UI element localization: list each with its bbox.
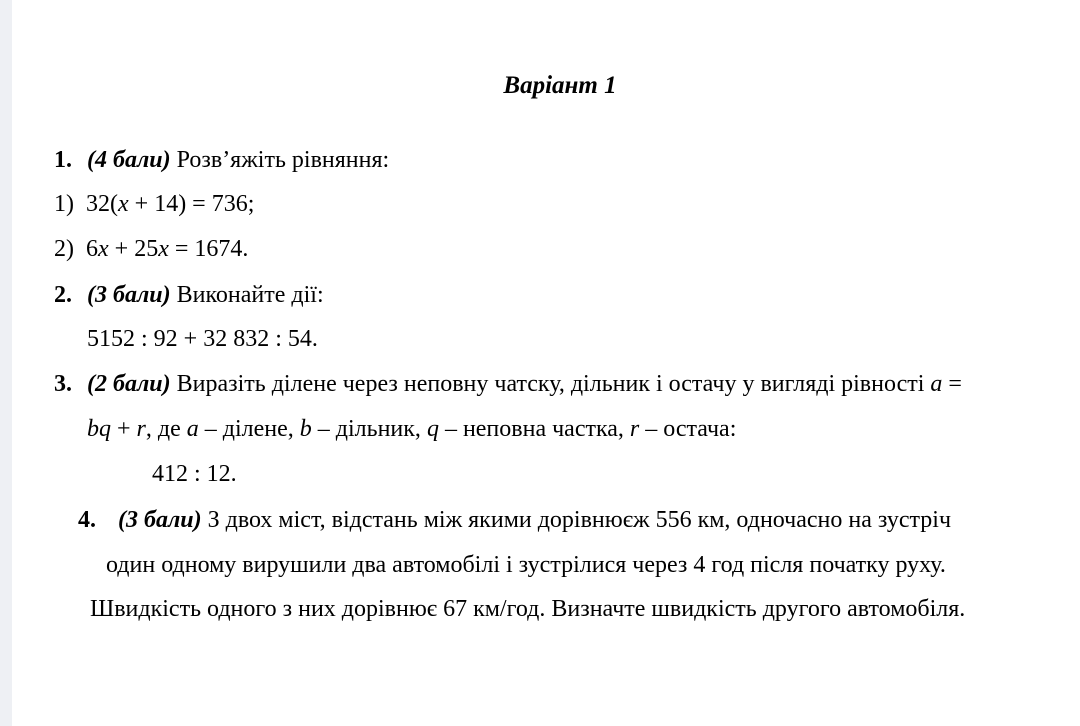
task-4-number: 4. bbox=[78, 507, 96, 533]
var-a: a bbox=[930, 371, 943, 397]
task-1-points: (4 бали) bbox=[87, 147, 171, 173]
var-a: a bbox=[186, 416, 199, 442]
task-3-header bbox=[54, 369, 962, 399]
formula-text: – неповна частка, bbox=[438, 416, 630, 442]
eq-2-part: = 1674. bbox=[168, 236, 249, 262]
var-b: b bbox=[299, 416, 312, 442]
eq-2-variable: x bbox=[158, 236, 169, 262]
eq-2-part: + 25 bbox=[108, 236, 159, 262]
task-4-line-1 bbox=[78, 505, 951, 535]
task-1-equation-2 bbox=[54, 234, 248, 264]
equals-sign: = bbox=[948, 371, 962, 397]
task-4-points: (3 бали) bbox=[118, 507, 202, 533]
task-1-text: Розв’яжіть рівняння: bbox=[176, 147, 390, 173]
task-1-number: 1. bbox=[54, 147, 72, 173]
var-q: q bbox=[426, 416, 439, 442]
formula-text: – остача: bbox=[639, 416, 737, 442]
var-bq: bq bbox=[87, 416, 111, 442]
eq-2-label: 2) bbox=[54, 236, 74, 262]
eq-1-label: 1) bbox=[54, 191, 74, 217]
formula-text: , де bbox=[145, 416, 187, 442]
task-2-points: (3 бали) bbox=[87, 282, 171, 308]
task-3-text: Виразіть ділене через неповну чатску, дільник і остачу у вигляді рівності bbox=[176, 371, 925, 397]
eq-1-variable: x bbox=[118, 191, 129, 217]
task-3-formula-line bbox=[87, 414, 736, 444]
task-3-number: 3. bbox=[54, 371, 72, 397]
task-2-number: 2. bbox=[54, 282, 72, 308]
var-r: r bbox=[136, 416, 146, 442]
var-r: r bbox=[629, 416, 640, 442]
variant-title: Варіант 1 bbox=[503, 72, 617, 99]
page-edge bbox=[0, 0, 12, 726]
task-1-header bbox=[54, 145, 389, 175]
task-2-expression: 5152 : 92 + 32 832 : 54. bbox=[87, 326, 318, 352]
task-2-text: Виконайте дії: bbox=[176, 282, 324, 308]
formula-text: + bbox=[111, 416, 137, 442]
eq-1-part: 32( bbox=[86, 191, 118, 217]
task-3-points: (2 бали) bbox=[87, 371, 171, 397]
eq-2-variable: x bbox=[98, 236, 109, 262]
eq-2-part: 6 bbox=[86, 236, 98, 262]
task-4-line-2: один одному вирушили два автомобілі і зустрілися через 4 год після початку руху. bbox=[106, 552, 946, 578]
eq-1-part: + 14) = 736; bbox=[128, 191, 255, 217]
task-4-line-3: Швидкість одного з них дорівнює 67 км/год. Визначте швидкість другого автомобіля. bbox=[90, 596, 966, 622]
task-3-example: 412 : 12. bbox=[152, 461, 237, 487]
formula-text: – дільник, bbox=[311, 416, 427, 442]
task-4-text-1: З двох міст, відстань між якими дорівнюєж 556 км, одночасно на зустріч bbox=[207, 507, 952, 533]
task-2-header bbox=[54, 280, 324, 310]
formula-text: – ділене, bbox=[198, 416, 300, 442]
task-1-equation-1 bbox=[54, 189, 254, 219]
